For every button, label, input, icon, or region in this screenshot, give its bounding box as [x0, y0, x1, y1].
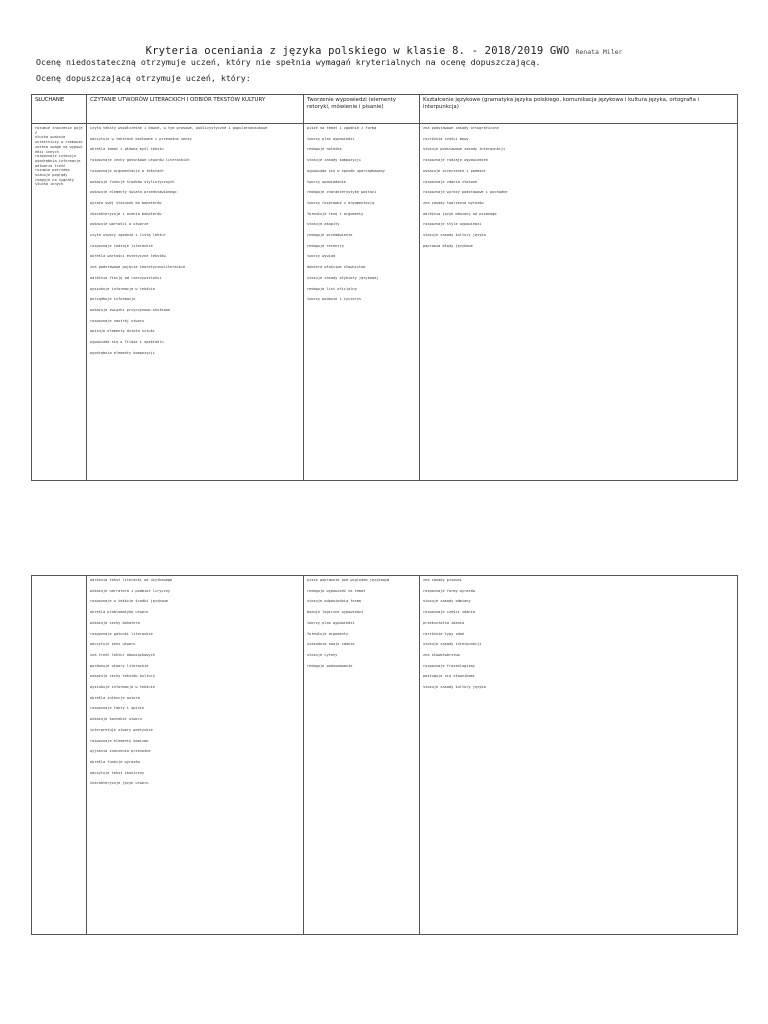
criterion-line: zna zasady tworzenia wyrazów — [423, 200, 484, 205]
criterion-line: rozpoznaje elementy komizmu — [90, 738, 149, 743]
criterion-line: wyodrębnia informacje — [35, 158, 81, 163]
intro-line-2: Ocenę dopuszczającą otrzymuje uczeń, który: — [36, 73, 251, 83]
criterion-line: formułuje tezę i argumenty — [307, 211, 364, 216]
criterion-line: stosuje podstawowe zasady interpunkcji — [423, 147, 506, 152]
criterion-line: stosuje zasady kultury języka — [423, 685, 486, 690]
criterion-line: tworzy wywiad — [307, 254, 336, 259]
criterion-line: wskazuje kontekst utworu — [90, 717, 142, 722]
criterion-line: redaguje wypowiedź na temat — [307, 588, 366, 593]
table-header-row — [32, 95, 738, 124]
criterion-line: zna treść lektur obowiązkowych — [90, 652, 155, 657]
criterion-line: stosuje zasady etykiety językowej — [307, 275, 379, 280]
criterion-line: tworzy rozprawkę z argumentacją — [307, 200, 375, 205]
criterion-line: określa wartości estetyczne tekstów — [90, 254, 166, 259]
reading-cell — [87, 124, 304, 481]
page-title — [0, 39, 768, 58]
criterion-line: odróżnia fikcję od rzeczywistości — [90, 275, 162, 280]
listening-cell — [32, 124, 87, 481]
criterion-line: rozpoznaje rodzaje wypowiedzeń — [423, 158, 488, 163]
language-cell — [420, 576, 738, 935]
criterion-line: czyta teksty współczesne i dawne, w tym prasowe, publicystyczne i popularnonaukowe — [90, 126, 268, 130]
criterion-line: rozpoznaje gatunki literackie — [90, 631, 153, 636]
criterion-line: wyszukuje informacje w tekście — [90, 286, 155, 291]
criterion-line: wskazuje wartości w utworze — [90, 222, 149, 227]
criterion-line: rozpoznaje nastrój utworu — [90, 318, 145, 323]
criterion-line: określa temat i główną myśl tekstu — [90, 147, 164, 152]
criterion-line: stosuje zasady kompozycji — [307, 158, 362, 163]
criterion-line: rozpoznaje wyrazy podstawowe i pochodne — [423, 190, 508, 195]
criterion-line: wskazuje orzeczenie i podmiot — [423, 168, 486, 173]
criterion-line: zna podstawowe pojęcia teoretycznoliterackie — [90, 265, 186, 270]
criterion-line: tworzy plan wypowiedzi — [307, 136, 355, 141]
criterion-line: uzasadnia swoje zdanie — [307, 642, 355, 647]
criterion-line: wypowiada się w sposób uporządkowany — [307, 168, 385, 173]
criterion-line: porównuje utwory literackie — [90, 663, 149, 668]
criterion-line: słucha innych — [35, 182, 64, 187]
criterion-line: odczytuje sens utworu — [90, 642, 136, 647]
criterion-line: pisze na temat i zgodnie z formą — [307, 126, 377, 130]
criterion-line: stosuje zasady interpunkcji — [423, 642, 482, 647]
criterion-line: odróżnia tekst literacki od użytkowego — [90, 578, 173, 582]
criterion-line: reaguje na sygnały — [35, 177, 74, 182]
header-writing: Tworzenie wypowiedzi (elementy retoryki, mówienie i pisanie) — [304, 95, 420, 124]
criterion-line: redaguje charakterystykę postaci — [307, 190, 377, 195]
criterion-line: redaguje przemówienie — [307, 233, 353, 238]
criterion-line: odróżnia język mówiony od pisanego — [423, 211, 497, 216]
criterion-line: wskazuje związki przyczynowo-skutkowe — [90, 307, 171, 312]
language-cell — [420, 124, 738, 481]
criterion-line: posługuje się słownikami — [423, 674, 475, 679]
criterion-line: pisze poprawnie pod względem językowym — [307, 578, 390, 582]
criterion-line: charakteryzuje i ocenia bohaterów — [90, 211, 162, 216]
writing-cell — [304, 124, 420, 481]
criterion-line: rozpoznaje cechy gatunkowe utworów literackich — [90, 158, 190, 163]
criterion-line: rozróżnia typy zdań — [423, 631, 465, 636]
criterion-line: wskazuje elementy świata przedstawionego — [90, 190, 177, 195]
criterion-line: redaguje list oficjalny — [307, 286, 357, 291]
header-reading: CZYTANIE UTWORÓW LITERACKICH I ODBIÓR TEKSTÓW KULTURY — [87, 95, 304, 124]
criterion-line: rozpoznaje style wypowiedzi — [423, 222, 482, 227]
criterion-line: wskazuje cechy tekstów kultury — [90, 674, 155, 679]
author-name: Renata Miler — [575, 48, 623, 56]
criterion-line: odczytuje w tekstach dosłowne i przenośne sensy — [90, 136, 192, 141]
criterion-line: wskazuje funkcje środków stylistycznych — [90, 179, 175, 184]
criterion-line: formułuje argumenty — [307, 631, 349, 636]
criterion-line: stosuje odpowiednią formę — [307, 599, 362, 604]
criterion-line: określa funkcje wyrazów — [90, 759, 140, 764]
criteria-table-2 — [31, 575, 738, 935]
writing-cell — [304, 576, 420, 935]
criterion-line: wypowiada się o filmie i spektaklu — [90, 340, 164, 345]
reading-cell — [87, 576, 304, 935]
criterion-line: stosuje akapity — [307, 222, 340, 227]
criterion-line: redaguje notatkę — [307, 147, 342, 152]
criterion-line: wyszukuje informacje w tekście — [90, 685, 155, 690]
criterion-line: rozpoznaje zdania złożone — [423, 179, 478, 184]
criterion-line: wskazuje cechy bohatera — [90, 620, 140, 625]
criterion-line: określa intencje autora — [90, 695, 140, 700]
criterion-line: określa problematykę utworu — [90, 610, 149, 615]
criterion-line: dobiera właściwe słownictwo — [307, 265, 366, 270]
criterion-line: rozpoznaje argumentację w tekstach — [90, 168, 164, 173]
criterion-line: rozpoznaje fakty i opinie — [90, 706, 145, 711]
criterion-line: rozpoznaje rodzaje literackie — [90, 243, 153, 248]
criterion-line: opisuje elementy dzieła sztuki — [90, 329, 155, 334]
criterion-line: odtwarza treść — [35, 163, 66, 168]
criterion-line: tworzy podanie i życiorys — [307, 297, 362, 302]
criterion-line: rozpoznaje części zdania — [423, 610, 475, 615]
criterion-line: redaguje recenzję — [307, 243, 344, 248]
criterion-line: rozróżnia części mowy — [423, 136, 469, 141]
criterion-line: odczytuje tekst ikoniczny — [90, 770, 145, 775]
criterion-line: rozumie znaczenie pojęć — [35, 126, 83, 135]
criterion-line: tworzy opowiadanie — [307, 179, 346, 184]
header-listening: SŁUCHANIE — [32, 95, 87, 124]
criterion-line: rozpoznaje formy wyrazów — [423, 588, 475, 593]
criterion-line: przekształca zdania — [423, 620, 465, 625]
criterion-line: wskazuje narratora i podmiot liryczny — [90, 588, 171, 593]
criterion-line: czyta utwory zgodnie z listą lektur — [90, 233, 166, 238]
criterion-line: stosuje cytaty — [307, 652, 338, 657]
criterion-line: rozpoznaje frazeologizmy — [423, 663, 475, 668]
criterion-line: zwraca uwagę na wypowiedzi innych — [35, 144, 83, 154]
table-body-row — [32, 124, 738, 481]
criterion-line: wyjaśnia znaczenia przenośne — [90, 749, 151, 754]
criterion-line: stosuje zasady kultury języka — [423, 233, 486, 238]
criterion-line: słucha uważnie — [35, 135, 66, 140]
criterion-line: rozpoznaje w tekście środki językowe — [90, 599, 168, 604]
header-language: Kształcenie językowe (gramatyka języka polskiego, komunikacja językowa i kultura języka, ortografia i interpunkcja) — [420, 95, 738, 124]
criterion-line: charakteryzuje język utworu — [90, 781, 149, 786]
criterion-line: zna słowotwórstwo — [423, 652, 460, 657]
criterion-line: wyraża swój stosunek do bohaterów — [90, 200, 162, 205]
criterion-line: szanuje poglądy — [35, 173, 68, 178]
title-text: Kryteria oceniania z języka polskiego w klasie 8. - 2018/2019 GWO — [145, 45, 570, 57]
criteria-table-1 — [31, 94, 738, 481]
listening-cell — [32, 576, 87, 935]
intro-line-1: Ocenę niedostateczną otrzymuje uczeń, który nie spełnia wymagań kryterialnych na ocenę dopuszczającą. — [36, 57, 541, 67]
criterion-line: rozpoznaje intencje — [35, 154, 77, 159]
criterion-line: porządkuje informacje — [90, 297, 136, 302]
criterion-line: wyodrębnia elementy kompozycji — [90, 350, 155, 355]
criterion-line: rozumie potrzebę — [35, 168, 70, 173]
table-body-row — [32, 576, 738, 935]
criterion-line: interpretuje utwory poetyckie — [90, 727, 153, 732]
criterion-line: zna podstawowe zasady ortograficzne — [423, 126, 499, 130]
criterion-line: buduje logiczne wypowiedzi — [307, 610, 364, 615]
criterion-line: stosuje zasady odmiany — [423, 599, 471, 604]
criterion-line: redaguje podsumowanie — [307, 663, 353, 668]
criterion-line: zna zasady pisowni — [423, 578, 462, 582]
criterion-line: tworzy plan wypowiedzi — [307, 620, 355, 625]
criterion-line: uczestniczy w rozmowie — [35, 140, 83, 145]
criterion-line: poprawia błędy językowe — [423, 243, 473, 248]
